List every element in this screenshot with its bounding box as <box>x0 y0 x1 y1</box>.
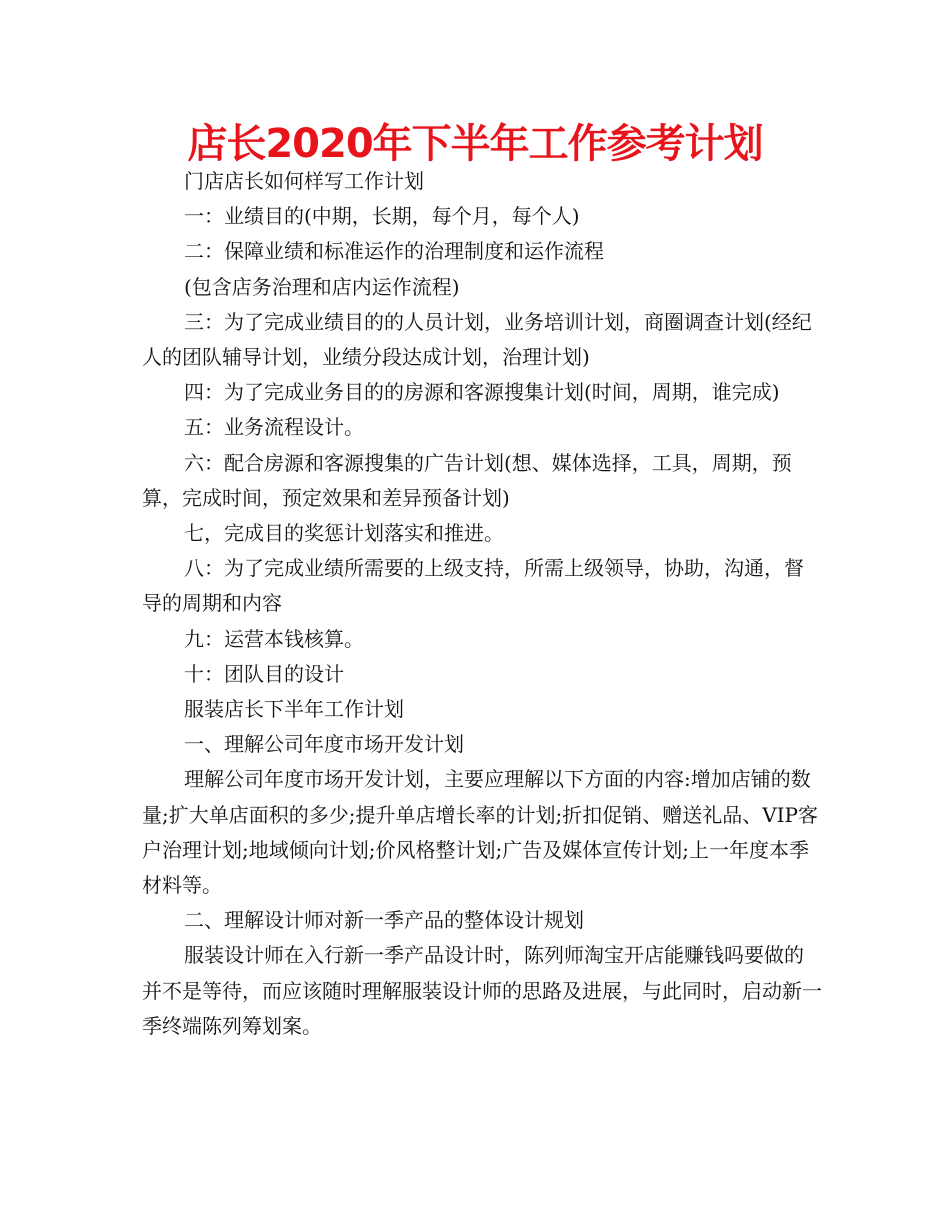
paragraph: 三：为了完成业绩目的的人员计划，业务培训计划，商圈调查计划(经纪人的团队辅导计划，业绩分段达成计划，治理计划) <box>142 309 812 370</box>
paragraph: 八：为了完成业绩所需要的上级支持，所需上级领导，协助，沟通，督导的周期和内容 <box>142 556 804 616</box>
paragraph: 四：为了完成业务目的的房源和客源搜集计划(时间，周期，谁完成) <box>184 380 780 405</box>
paragraph: 二：保障业绩和标准运作的治理制度和运作流程 <box>184 239 604 264</box>
paragraph: 九：运营本钱核算。 <box>184 626 364 651</box>
paragraph: 服装设计师在入行新一季产品设计时，陈列师淘宝开店能赚钱吗要做的并不是等待，而应该随时理解服装设计师的思路及进展，与此同时，启动新一季终端陈列筹划案。 <box>142 943 822 1038</box>
document-title: 店长2020年下半年工作参考计划 <box>187 121 763 167</box>
paragraph: (包含店务治理和店内运作流程) <box>184 274 460 299</box>
paragraph: 二、理解设计师对新一季产品的整体设计规划 <box>184 908 584 933</box>
paragraph: 一、理解公司年度市场开发计划 <box>184 732 464 757</box>
paragraph: 门店店长如何样写工作计划 <box>184 169 424 193</box>
paragraph: 七，完成目的奖惩计划落实和推进。 <box>184 521 504 546</box>
paragraph: 服装店长下半年工作计划 <box>184 697 404 722</box>
paragraph: 理解公司年度市场开发计划，主要应理解以下方面的内容:增加店铺的数量;扩大单店面积的多少;提升单店增长率的计划;折扣促销、赠送礼品、VIP客户治理计划;地域倾向计划;价风格整计划;广告及媒体宣传计划;上一年度本季材料等。 <box>142 767 819 898</box>
paragraph: 五：业务流程设计。 <box>184 415 364 440</box>
paragraph: 十：团队目的设计 <box>184 661 344 686</box>
paragraph: 六：配合房源和客源搜集的广告计划(想、媒体选择，工具，周期，预算，完成时间，预定效果和差异预备计划) <box>142 450 792 510</box>
document-body <box>142 164 822 1044</box>
paragraph: 一：业绩目的(中期，长期，每个月，每个人) <box>184 204 580 229</box>
